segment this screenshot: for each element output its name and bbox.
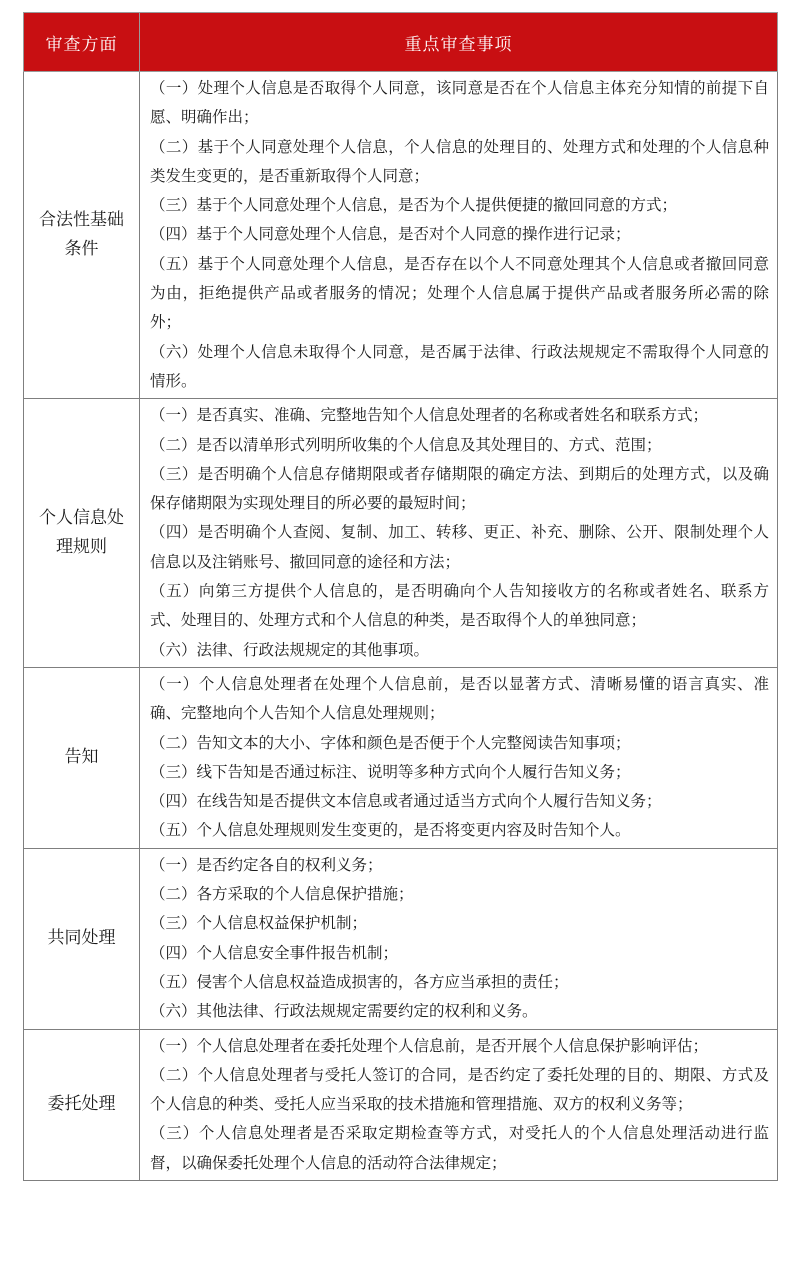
table-row-joint-processing	[24, 848, 778, 1029]
list-item: （一）个人信息处理者在处理个人信息前，是否以显著方式、清晰易懂的语言真实、准确、完整地向个人告知个人信息处理规则；	[150, 674, 769, 723]
list-item: （二）个人信息处理者与受托人签订的合同，是否约定了委托处理的目的、期限、方式及个人信息的种类、受托人应当采取的技术措施和管理措施、双方的权利义务等；	[150, 1065, 769, 1114]
list-item: （六）法律、行政法规规定的其他事项。	[150, 640, 430, 659]
review-table	[23, 12, 778, 1181]
aspect-cell	[24, 848, 140, 1029]
header-aspect: 审查方面	[24, 13, 140, 72]
list-item: （一）是否约定各自的权利义务；	[150, 855, 383, 874]
aspect-label: 共同处理	[47, 928, 116, 949]
aspect-label-line1: 个人信息处	[39, 508, 124, 529]
header-items: 重点审查事项	[140, 13, 778, 72]
list-item: （五）侵害个人信息权益造成损害的，各方应当承担的责任；	[150, 972, 569, 991]
aspect-label-line1: 合法性基础	[39, 210, 124, 231]
table-row-entrusted-processing	[24, 1029, 778, 1180]
aspect-label-line2: 理规则	[56, 537, 107, 558]
list-item: （二）基于个人同意处理个人信息，个人信息的处理目的、处理方式和处理的个人信息种类发生变更的，是否重新取得个人同意；	[150, 137, 769, 185]
list-item: （六）处理个人信息未取得个人同意，是否属于法律、行政法规规定不需取得个人同意的情形。	[150, 342, 769, 390]
table-row-notification	[24, 667, 778, 848]
list-item: （四）在线告知是否提供文本信息或者通过适当方式向个人履行告知义务；	[150, 792, 662, 811]
list-item: （五）向第三方提供个人信息的，是否明确向个人告知接收方的名称或者姓名、联系方式、处理目的、处理方式和个人信息的种类，是否取得个人的单独同意；	[150, 582, 769, 630]
list-item: （一）是否真实、准确、完整地告知个人信息处理者的名称或者姓名和联系方式；	[150, 406, 709, 425]
aspect-label: 告知	[64, 747, 99, 768]
aspect-cell	[24, 72, 140, 399]
list-item: （三）个人信息权益保护机制；	[150, 914, 368, 933]
list-item: （五）基于个人同意处理个人信息，是否存在以个人不同意处理其个人信息或者撤回同意为由，拒绝提供产品或者服务的情况；处理个人信息属于提供产品或者服务所必需的除外；	[150, 254, 769, 332]
list-item: （二）告知文本的大小、字体和颜色是否便于个人完整阅读告知事项；	[150, 733, 631, 752]
aspect-cell	[24, 1029, 140, 1180]
aspect-label: 委托处理	[47, 1094, 116, 1115]
list-item: （三）线下告知是否通过标注、说明等多种方式向个人履行告知义务；	[150, 762, 631, 781]
list-item: （四）基于个人同意处理个人信息，是否对个人同意的操作进行记录；	[150, 225, 631, 244]
table-row-processing-rules	[24, 399, 778, 668]
list-item: （三）是否明确个人信息存储期限或者存储期限的确定方法、到期后的处理方式，以及确保存储期限为实现处理目的所必要的最短时间；	[150, 464, 769, 513]
items-cell	[140, 399, 778, 668]
list-item: （一）处理个人信息是否取得个人同意，该同意是否在个人信息主体充分知情的前提下自愿、明确作出；	[150, 79, 769, 127]
list-item: （二）各方采取的个人信息保护措施；	[150, 885, 414, 904]
table-row-legal-basis	[24, 72, 778, 399]
list-item: （三）个人信息处理者是否采取定期检查等方式，对受托人的个人信息处理活动进行监督，以确保委托处理个人信息的活动符合法律规定；	[150, 1124, 769, 1172]
list-item: （四）个人信息安全事件报告机制；	[150, 943, 399, 962]
aspect-label-line2: 条件	[64, 239, 99, 260]
list-item: （六）其他法律、行政法规规定需要约定的权利和义务。	[150, 1002, 538, 1021]
aspect-cell	[24, 667, 140, 848]
list-item: （五）个人信息处理规则发生变更的，是否将变更内容及时告知个人。	[150, 821, 631, 840]
list-item: （四）是否明确个人查阅、复制、加工、转移、更正、补充、删除、公开、限制处理个人信息以及注销账号、撤回同意的途径和方法；	[150, 523, 769, 571]
list-item: （一）个人信息处理者在委托处理个人信息前，是否开展个人信息保护影响评估；	[150, 1036, 709, 1055]
items-cell	[140, 72, 778, 399]
items-cell	[140, 848, 778, 1029]
list-item: （二）是否以清单形式列明所收集的个人信息及其处理目的、方式、范围；	[150, 435, 662, 454]
header-row	[24, 13, 778, 72]
list-item: （三）基于个人同意处理个人信息，是否为个人提供便捷的撤回同意的方式；	[150, 196, 678, 215]
items-cell	[140, 667, 778, 848]
items-cell	[140, 1029, 778, 1180]
aspect-cell	[24, 399, 140, 668]
